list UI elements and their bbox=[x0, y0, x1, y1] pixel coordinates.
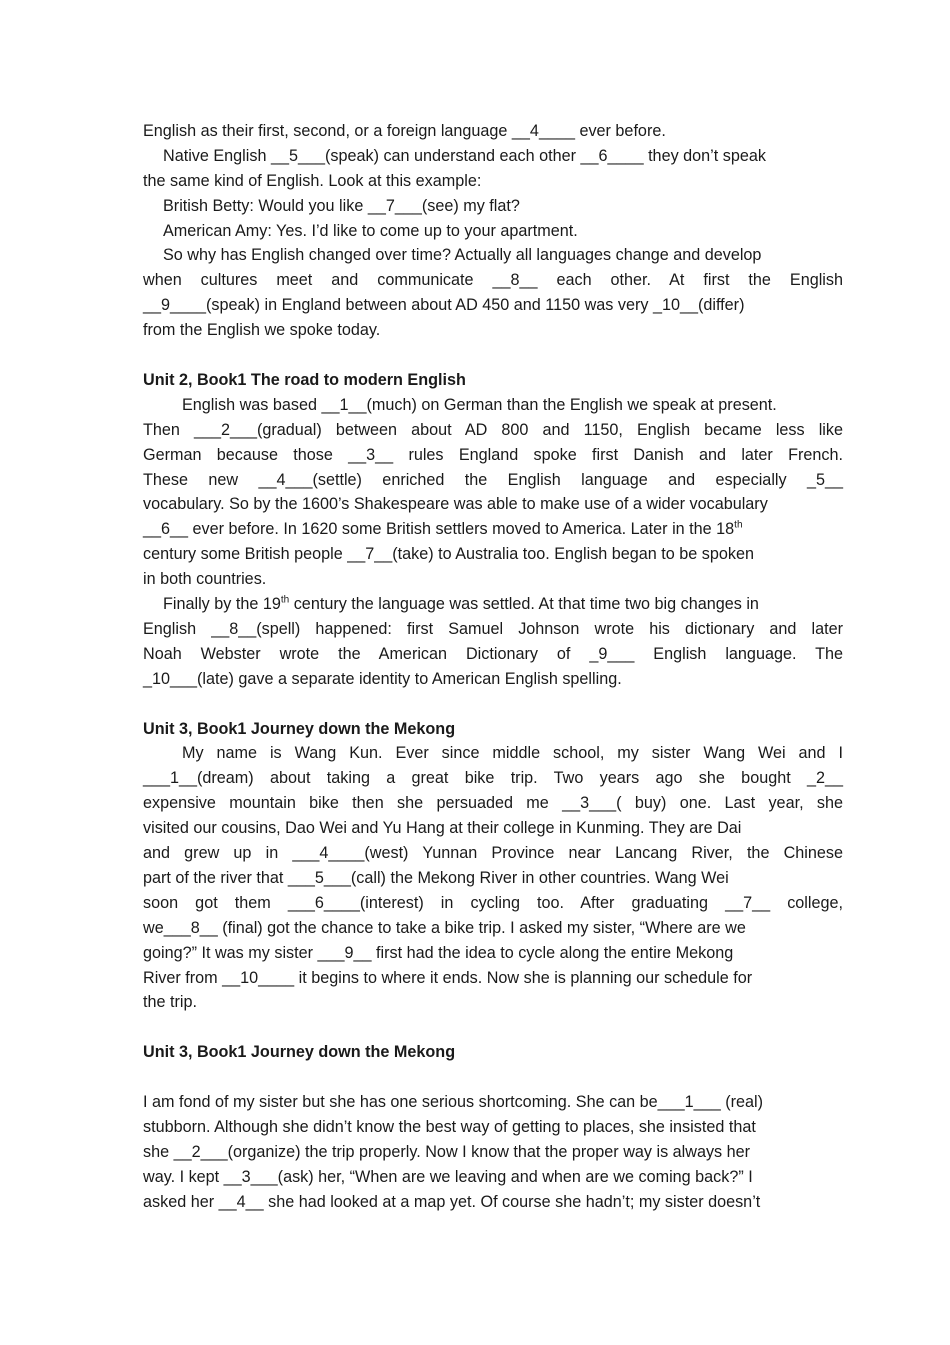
text-line: English __8__(spell) happened: first Samuel Johnson wrote his dictionary and later bbox=[143, 619, 843, 638]
section-road-to-modern-english bbox=[143, 368, 843, 692]
text-line: soon got them ___6____(interest) in cycling too. After graduating __7__ college, bbox=[143, 893, 843, 912]
line-text: __6__ ever before. In 1620 some British settlers moved to America. Later in the 18 bbox=[143, 520, 735, 539]
text-line: These new __4___(settle) enriched the English language and especially _5__ bbox=[143, 470, 843, 489]
text-line: Then ___2___(gradual) between about AD 800 and 1150, English became less like bbox=[143, 420, 843, 439]
text-line: part of the river that ___5___(call) the Mekong River in other countries. Wang Wei bbox=[143, 868, 729, 887]
text-line: American Amy: Yes. I’d like to come up to your apartment. bbox=[163, 221, 578, 240]
text-line: visited our cousins, Dao Wei and Yu Hang at their college in Kunming. They are Dai bbox=[143, 819, 742, 838]
text-line: River from __10____ it begins to where it ends. Now she is planning our schedule for bbox=[143, 968, 753, 987]
superscript: th bbox=[734, 519, 743, 531]
text-line: German because those __3__ rules England spoke first Danish and later French. bbox=[143, 445, 843, 464]
text-line: when cultures meet and communicate __8__ each other. At first the English bbox=[143, 271, 843, 290]
text-line: we___8__ (final) got the chance to take a bike trip. I asked my sister, “Where are we bbox=[143, 918, 746, 937]
text-line: she __2___(organize) the trip properly. Now I know that the proper way is always her bbox=[143, 1142, 751, 1161]
text-line: way. I kept __3___(ask) her, “When are we leaving and when are we coming back?” I bbox=[143, 1167, 753, 1186]
superscript: th bbox=[280, 594, 290, 606]
text-line: Noah Webster wrote the American Dictionary of _9___ English language. The bbox=[143, 644, 843, 663]
text-line bbox=[143, 517, 843, 542]
text-line: My name is Wang Kun. Ever since middle school, my sister Wang Wei and I bbox=[182, 744, 843, 763]
text-line: I am fond of my sister but she has one serious shortcoming. She can be___1___ (real) bbox=[143, 1093, 763, 1112]
text-line: So why has English changed over time? Actually all languages change and develop bbox=[163, 246, 762, 265]
document-page bbox=[143, 119, 843, 1215]
text-line bbox=[143, 592, 843, 617]
text-line: the trip. bbox=[143, 993, 197, 1012]
text-line: ___1__(dream) about taking a great bike trip. Two years ago she bought _2__ bbox=[143, 769, 843, 788]
text-line: Native English __5___(speak) can understand each other __6____ they don’t speak bbox=[163, 146, 766, 165]
text-line: going?” It was my sister ___9__ first had the idea to cycle along the entire Mekong bbox=[143, 943, 734, 962]
text-line: vocabulary. So by the 1600’s Shakespeare was able to make use of a wider vocabulary bbox=[143, 495, 768, 514]
line-text: Finally by the 19 bbox=[163, 595, 281, 614]
text-line: in both countries. bbox=[143, 570, 267, 589]
section-title: Unit 2, Book1 The road to modern English bbox=[143, 371, 466, 390]
text-line: from the English we spoke today. bbox=[143, 321, 381, 340]
text-line: and grew up in ___4____(west) Yunnan Province near Lancang River, the Chinese bbox=[143, 844, 843, 863]
text-line: British Betty: Would you like __7___(see) my flat? bbox=[163, 196, 520, 215]
text-line: English as their first, second, or a foreign language __4____ ever before. bbox=[143, 122, 666, 140]
text-line: asked her __4__ she had looked at a map yet. Of course she hadn’t; my sister doesn’t bbox=[143, 1192, 761, 1211]
text-line: English was based __1__(much) on German than the English we speak at present. bbox=[182, 395, 777, 414]
text-line: the same kind of English. Look at this example: bbox=[143, 171, 482, 190]
text-line: _10___(late) gave a separate identity to American English spelling. bbox=[143, 669, 622, 688]
passage-unit1-continued bbox=[143, 119, 843, 343]
text-line: century some British people __7__(take) to Australia too. English began to be spoken bbox=[143, 545, 755, 564]
text-line: __9____(speak) in England between about AD 450 and 1150 was very _10__(differ) bbox=[143, 296, 745, 315]
line-text: century the language was settled. At that time two big changes in bbox=[289, 595, 759, 614]
section-title: Unit 3, Book1 Journey down the Mekong bbox=[143, 1043, 456, 1062]
text-line: expensive mountain bike then she persuaded me __3___( buy) one. Last year, she bbox=[143, 794, 843, 813]
section-title: Unit 3, Book1 Journey down the Mekong bbox=[143, 719, 456, 738]
section-journey-mekong-2 bbox=[143, 1040, 843, 1214]
section-journey-mekong-1 bbox=[143, 717, 843, 1016]
text-line: stubborn. Although she didn’t know the best way of getting to places, she insisted that bbox=[143, 1118, 756, 1137]
